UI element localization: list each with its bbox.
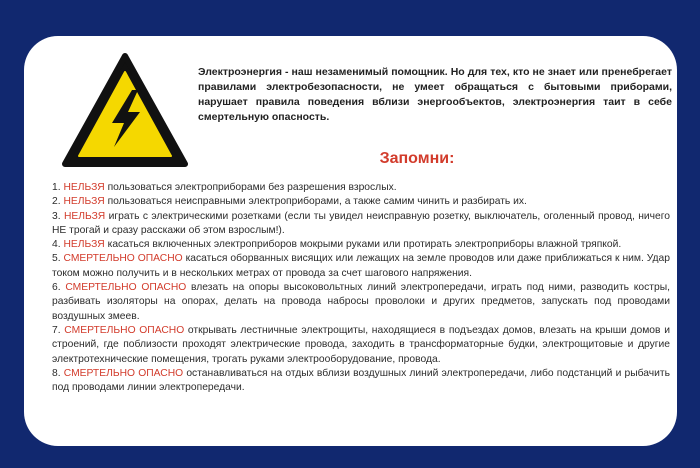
- rule-number: 1.: [52, 182, 61, 193]
- rule-item: [52, 252, 670, 281]
- rule-number: 2.: [52, 196, 61, 208]
- intro-text: Электроэнергия - наш незаменимый помощник. Но для тех, кто не знает или пренебрегает правилами электробезопасности, не умеет обращаться с бытовыми приборами, нарушает правила поведения вблизи энергообъектов, электроэнергия таит в себе смертельную опасность.: [198, 66, 672, 123]
- rule-item: [52, 181, 670, 195]
- rule-warning-word: НЕЛЬЗЯ: [63, 182, 105, 193]
- rule-warning-word: СМЕРТЕЛЬНО ОПАСНО: [65, 282, 187, 294]
- rule-warning-word: СМЕРТЕЛЬНО ОПАСНО: [63, 367, 184, 379]
- rule-warning-word: СМЕРТЕЛЬНО ОПАСНО: [63, 253, 183, 265]
- rule-item: [52, 195, 670, 209]
- rule-text: пользоваться неисправными электроприборами, а также самим чинить и разбирать их.: [107, 196, 527, 208]
- rule-item: [52, 367, 670, 396]
- rule-text: останавливаться на отдых вблизи воздушных линий электропередачи, либо подстанций и рыбачить под проводами линии электропередачи.: [52, 367, 670, 394]
- rule-number: 3.: [52, 210, 61, 222]
- rule-text: касаться оборванных висящих или лежащих на земле проводов или даже приближаться к ним. Удар током можно получить и в нескольких метрах от провода за счет шагового напряжения.: [52, 253, 670, 279]
- rule-warning-word: НЕЛЬЗЯ: [63, 196, 105, 208]
- rule-number: 5.: [52, 253, 61, 265]
- rule-text: пользоваться электроприборами без разрешения взрослых.: [107, 182, 397, 193]
- rule-text: играть с электрическими розетками (если ты увидел неисправную розетку, выключатель, оголенный провод, ничего НЕ трогай и сразу расскажи об этом взрослым!).: [52, 210, 670, 236]
- rule-text: касаться включенных электроприборов мокрыми руками или протирать электроприборы влажной тряпкой.: [107, 239, 622, 251]
- rule-text: влезать на опоры высоковольтных линий электропередачи, играть под ними, разводить костры, разбивать изоляторы на опорах, делать на провода набросы проволоки и других предметов, запускать под проводами воздушных змеев.: [52, 282, 670, 322]
- rule-text: открывать лестничные электрощиты, находящиеся в подъездах домов, влезать на крыши домов и строений, где поблизости проходят электрические провода, заходить в трансформаторные будки, электрощитовые и другие электротехнические помещения, трогать руками электрооборудование, провода.: [52, 324, 670, 365]
- remember-heading: Запомни:: [379, 150, 455, 167]
- rule-item: [52, 324, 670, 367]
- rule-warning-word: НЕЛЬЗЯ: [63, 239, 105, 251]
- rule-number: 4.: [52, 239, 61, 251]
- rule-item: [52, 281, 670, 324]
- rule-item: [52, 210, 670, 239]
- high-voltage-warning-icon: [62, 52, 188, 168]
- rule-number: 7.: [52, 324, 61, 336]
- rules-list: [52, 181, 670, 395]
- rule-number: 6.: [52, 282, 61, 294]
- rule-warning-word: НЕЛЬЗЯ: [63, 210, 106, 222]
- rule-item: [52, 238, 670, 252]
- rule-warning-word: СМЕРТЕЛЬНО ОПАСНО: [64, 324, 185, 336]
- rule-number: 8.: [52, 367, 61, 379]
